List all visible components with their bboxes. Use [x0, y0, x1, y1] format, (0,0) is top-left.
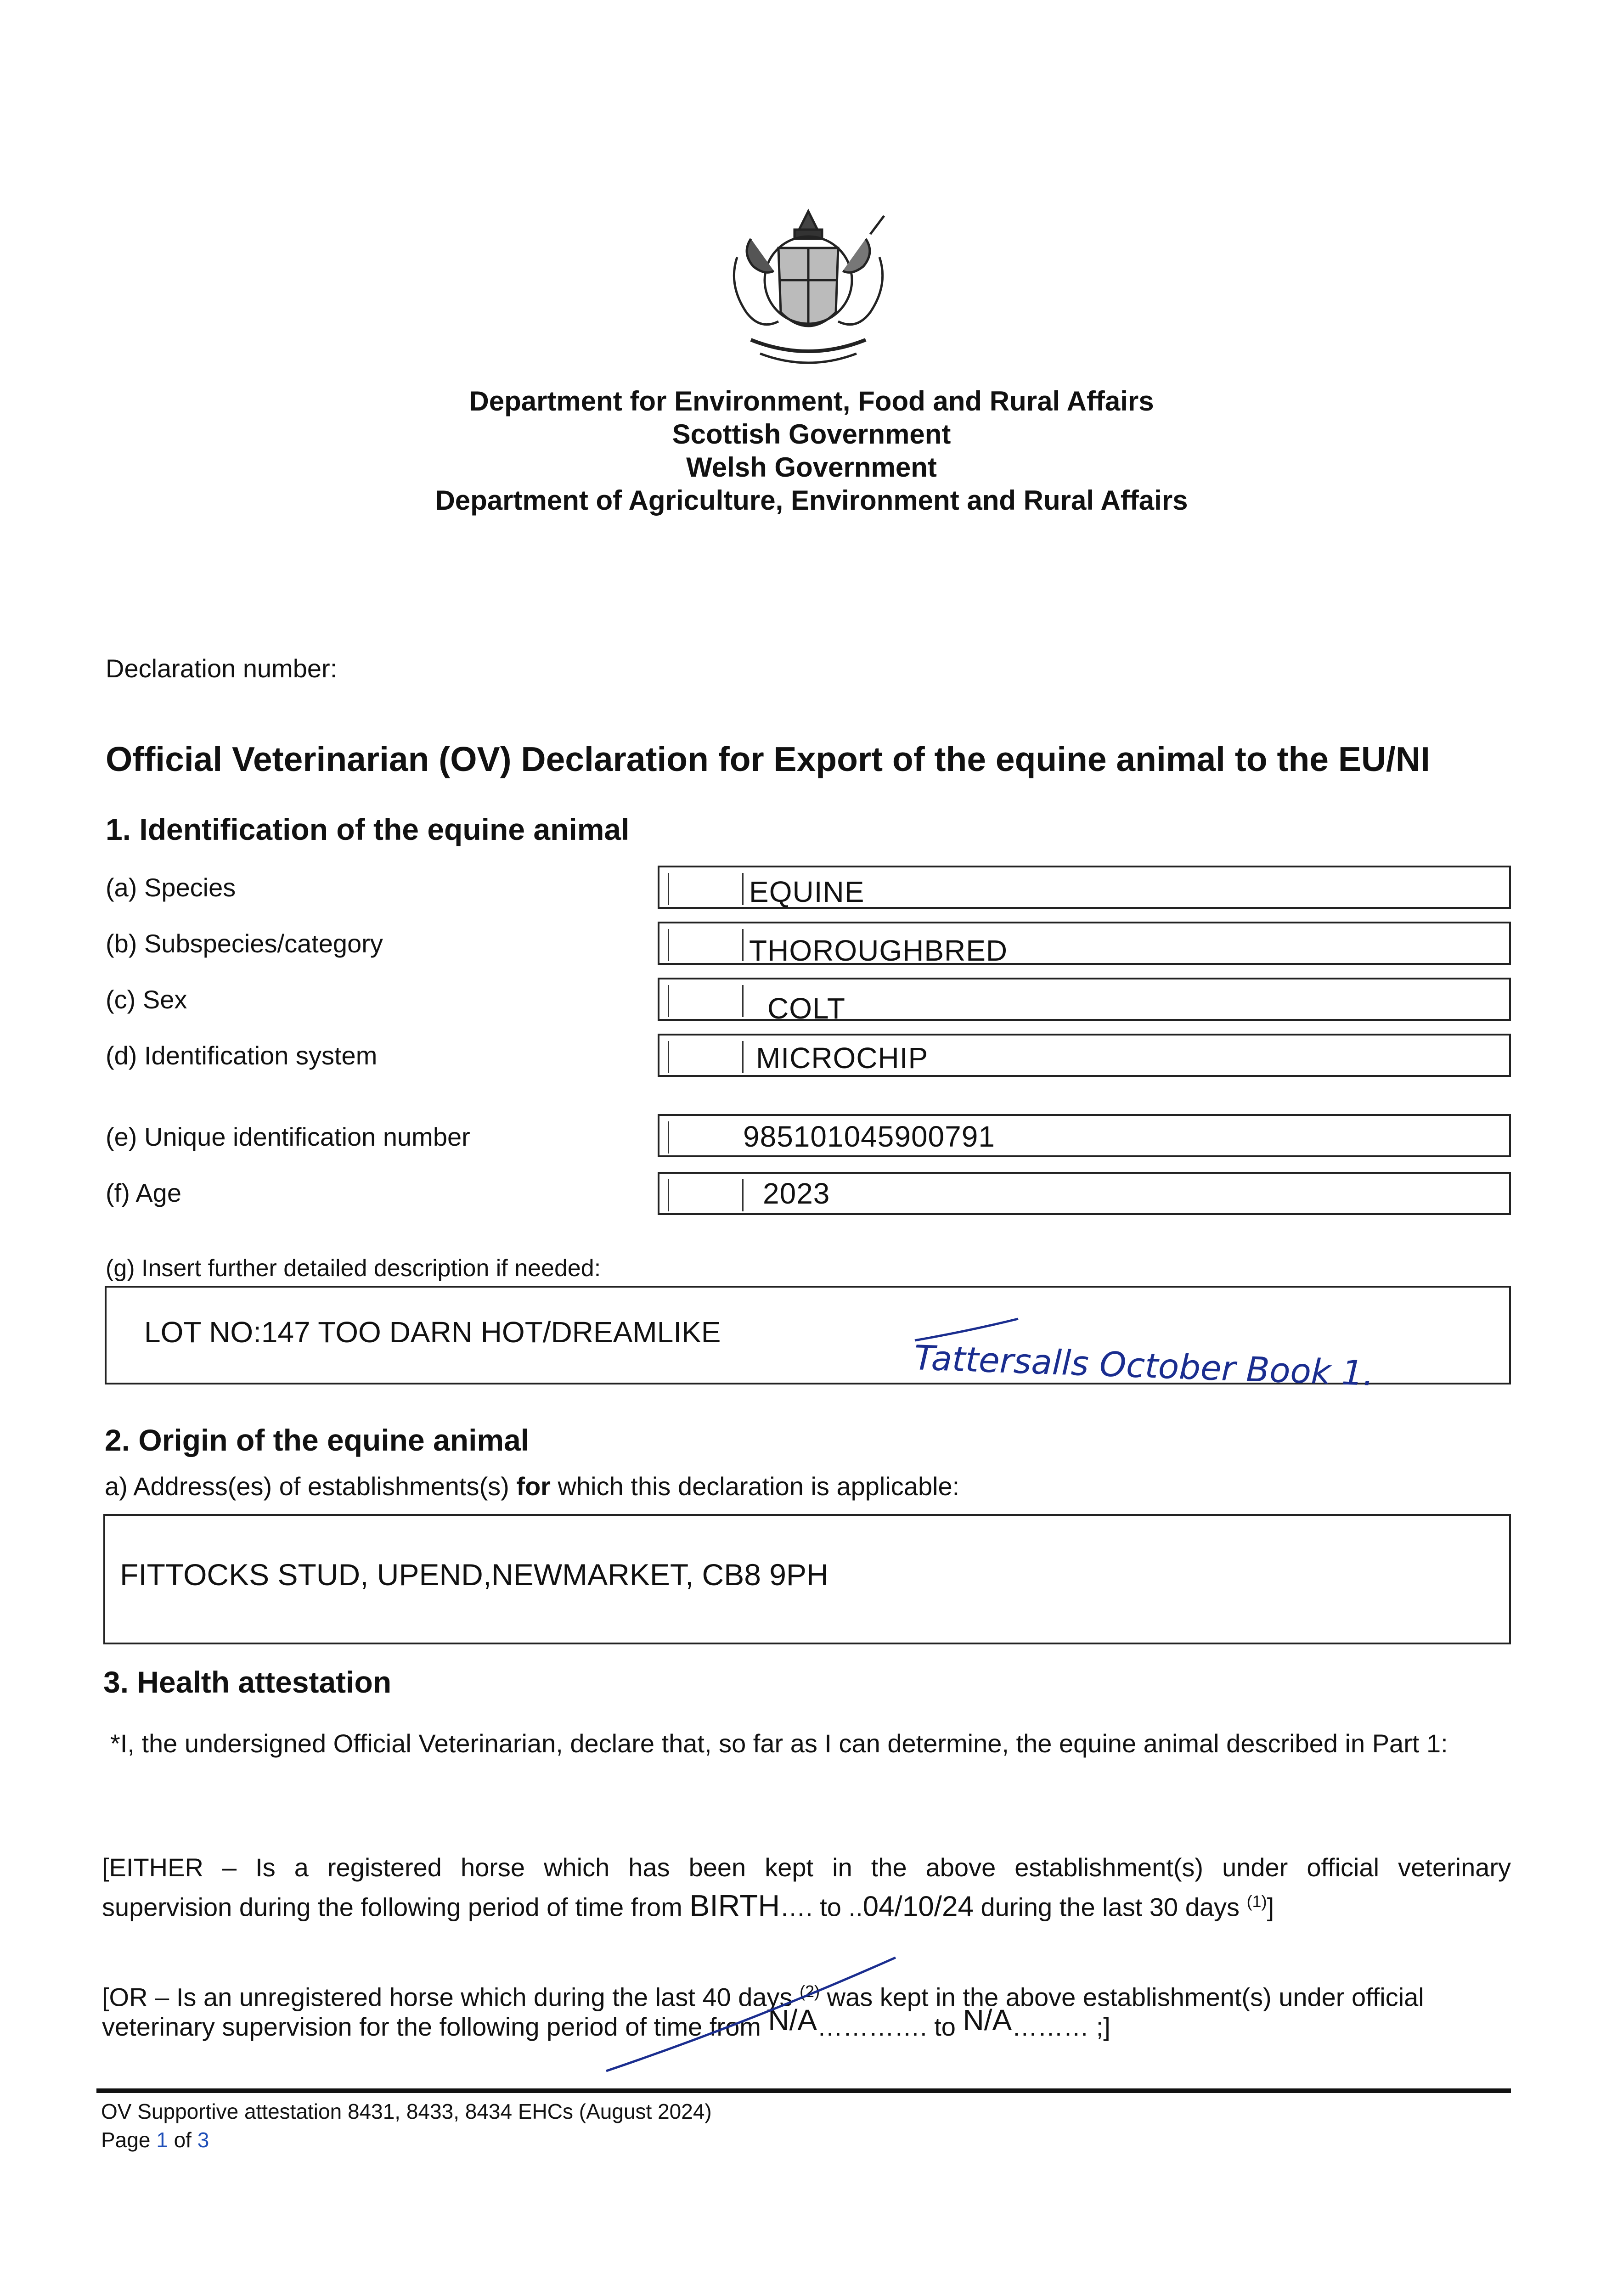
unique-id-value: 985101045900791	[743, 1120, 995, 1153]
org-name-daera: Department of Agriculture, Environment and Rural Affairs	[435, 485, 1188, 516]
unique-id-label: (e) Unique identification number	[106, 1122, 470, 1151]
org-name-defra: Department for Environment, Food and Rural Affairs	[469, 386, 1154, 416]
subspecies-field	[658, 922, 1511, 965]
strike-through-pen-mark	[597, 1954, 909, 2082]
footer-rule	[96, 2088, 1511, 2093]
further-description-value: LOT NO:147 TOO DARN HOT/DREAMLIKE	[144, 1316, 721, 1349]
identification-system-field	[658, 1034, 1511, 1077]
or-line-2: veterinary supervision for the following period of time from N/A…………. to N/A……… ;]	[102, 2003, 1110, 2041]
handwriting-stroke	[913, 1315, 1023, 1352]
age-field	[658, 1172, 1511, 1215]
either-to-value: 04/10/24	[862, 1891, 974, 1923]
footer-attestation-ref: OV Supportive attestation 8431, 8433, 8434 EHCs (August 2024)	[101, 2099, 712, 2123]
species-field	[658, 866, 1511, 909]
species-value: EQUINE	[749, 875, 865, 908]
sex-field	[658, 978, 1511, 1025]
section-1-heading: 1. Identification of the equine animal	[106, 812, 630, 846]
section-3-heading: 3. Health attestation	[103, 1665, 392, 1699]
either-line-2: supervision during the following period of time from BIRTH…. to ..04/10/24 during the last 30 days $^{(1)}$]	[102, 1888, 1274, 1923]
establishment-address-box	[103, 1514, 1511, 1644]
handwritten-sale-note: Tattersalls October Book 1.	[913, 1338, 1375, 1394]
subspecies-label: (b) Subspecies/category	[106, 929, 383, 958]
sex-label: (c) Sex	[106, 985, 187, 1014]
section-2-heading: 2. Origin of the equine animal	[105, 1423, 530, 1457]
unique-id-field	[658, 1114, 1511, 1157]
either-line-1: [EITHER – Is a registered horse which has been kept in the above establishment(s) under official veterinary	[102, 1853, 1511, 1882]
declaration-number-label: Declaration number:	[106, 654, 338, 683]
either-from-value: BIRTH	[689, 1888, 780, 1923]
or-from-value: N/A	[768, 2003, 817, 2037]
identification-system-value: MICROCHIP	[756, 1041, 929, 1075]
health-intro-text: *I, the undersigned Official Veterinarian, declare that, so far as I can determine, the equine animal described in Part 1:	[110, 1729, 1448, 1758]
or-line-1: [OR – Is an unregistered horse which during the last 40 days $^{(2)}$ was kept in the above establishment(s) under official	[102, 1982, 1424, 2012]
document-title: Official Veterinarian (OV) Declaration for Export of the equine animal to the EU/NI	[106, 740, 1430, 778]
species-label: (a) Species	[106, 873, 236, 902]
royal-coat-of-arms-logo	[710, 202, 907, 377]
identification-system-label: (d) Identification system	[106, 1041, 378, 1070]
subspecies-value: THOROUGHBRED	[749, 934, 1008, 967]
establishment-label: a) Address(es) of establishments(s) for which this declaration is applicable:	[105, 1472, 960, 1501]
sex-value: COLT	[767, 992, 845, 1025]
further-description-label: (g) Insert further detailed description if needed:	[106, 1255, 601, 1282]
org-name-welsh-government: Welsh Government	[686, 452, 937, 483]
page-number: Page 1 of 3	[101, 2128, 209, 2152]
age-label: (f) Age	[106, 1178, 181, 1207]
further-description-box	[105, 1286, 1511, 1394]
age-value: 2023	[763, 1177, 830, 1210]
establishment-address: FITTOCKS STUD, UPEND,NEWMARKET, CB8 9PH	[120, 1558, 828, 1592]
or-to-value: N/A	[963, 2003, 1012, 2037]
org-name-scottish-government: Scottish Government	[672, 419, 951, 450]
